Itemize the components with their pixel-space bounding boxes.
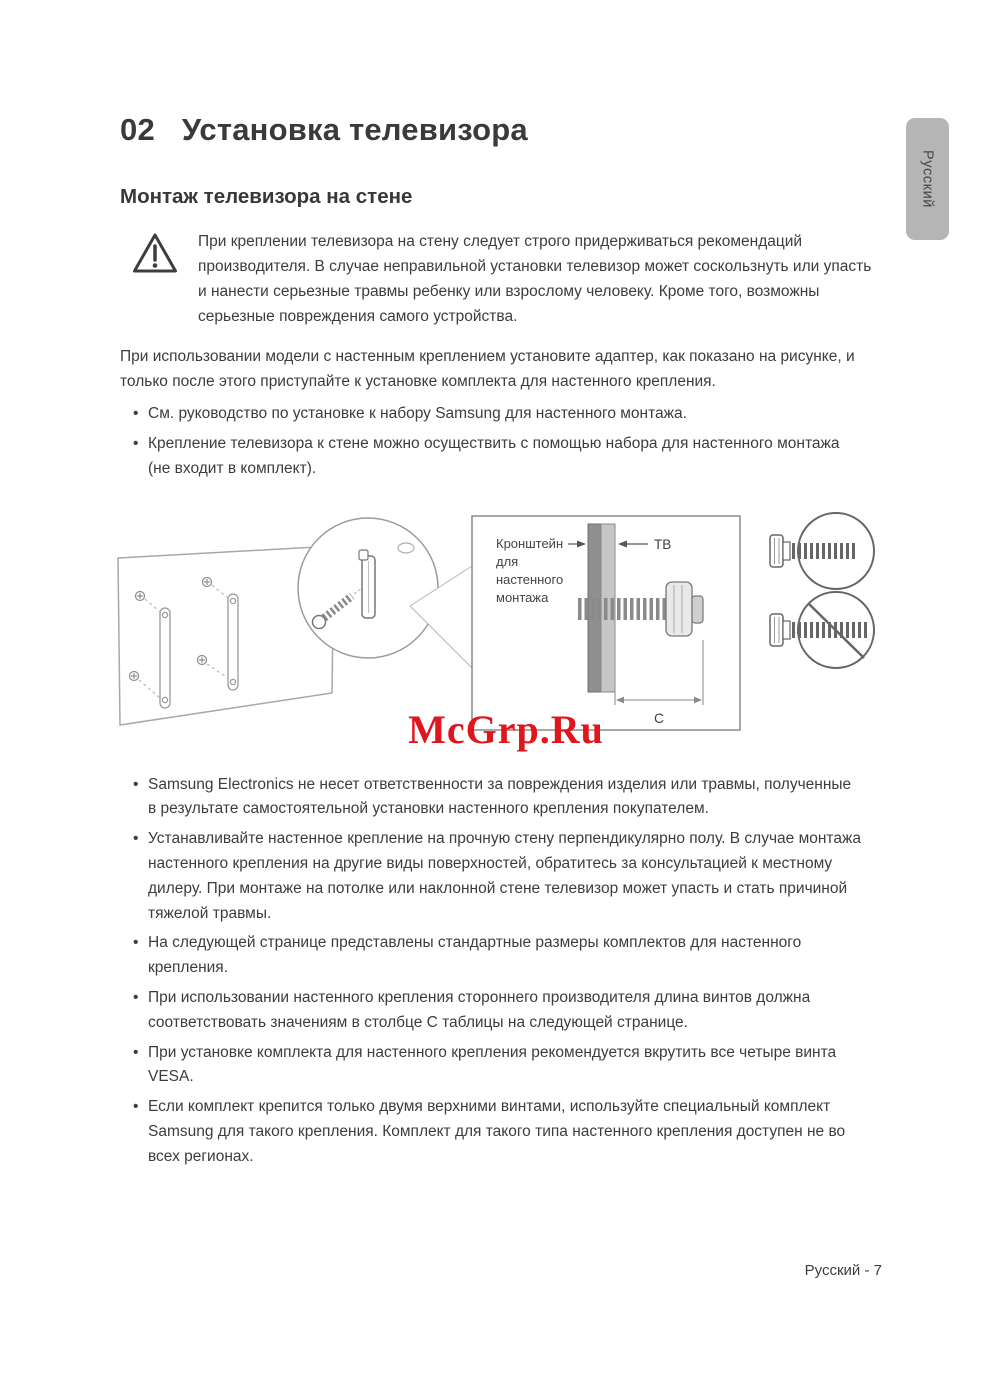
zoom-circle: [298, 518, 438, 658]
screw-length-ok: [770, 513, 874, 589]
list-item: [120, 986, 862, 1036]
chapter-heading: [120, 112, 880, 148]
page-footer: Русский - 7: [804, 1262, 882, 1279]
list-item-text: При использовании настенного крепления стороннего производителя длина винтов должна соответствовать значениям в столбце C таблицы на следующей странице.: [148, 989, 811, 1031]
screw-length-wrong: [770, 592, 874, 668]
list-item-text: Устанавливайте настенное крепление на прочную стену перпендикулярно полу. В случае монтажа настенного крепления на другие виды поверхностей, обратитесь за консультацией к местному дилеру. При монтаже на потолке или наклонной стене телевизор может упасть и стать причиной тяжелой травмы.: [148, 830, 861, 922]
list-item-text: Крепление телевизора к стене можно осуществить с помощью набора для настенного монтажа (не входит в комплект).: [148, 435, 840, 477]
list-item: [120, 402, 862, 427]
list-item-text: На следующей странице представлены стандартные размеры комплектов для настенного крепления.: [148, 934, 802, 977]
list-item-text: Samsung Electronics не несет ответственности за повреждения изделия или травмы, полученные в результате самостоятельной установки настенного крепления покупателем.: [148, 775, 852, 818]
bracket-label-line: монтажа: [496, 589, 549, 605]
language-tab-label: Русский: [919, 149, 936, 208]
section-title: Монтаж телевизора на стене: [120, 184, 413, 208]
list-item: [120, 432, 862, 482]
bracket-label-line: Кронштейн: [496, 535, 564, 551]
list-item-text: См. руководство по установке к набору Samsung для настенного монтажа.: [148, 405, 687, 423]
bracket-label-line: настенного: [496, 571, 564, 587]
bracket-label-line: для: [496, 553, 519, 569]
warning-note: [120, 229, 880, 329]
list-item: [120, 1041, 862, 1091]
list-item: [120, 931, 862, 981]
notes-list-bottom: [120, 773, 880, 1170]
tv-label: ТВ: [654, 536, 672, 552]
list-item: [120, 1095, 862, 1169]
warning-icon: [132, 232, 178, 329]
list-item-text: При установке комплекта для настенного крепления рекомендуется вкрутить все четыре винта VESA.: [148, 1043, 837, 1086]
bracket-detail: [359, 550, 375, 618]
wall-mount-diagram: [110, 508, 890, 763]
watermark: McGrp.Ru: [408, 706, 604, 752]
intro-paragraph: При использовании модели с настенным креплением установите адаптер, как показано на рисунке, и только после этого приступайте к установке комплекта для настенного крепления.: [120, 348, 855, 391]
chapter-title: Установка телевизора: [181, 112, 528, 147]
dimension-label: C: [653, 709, 665, 726]
list-item: [120, 827, 862, 926]
cross-section-box: [472, 516, 740, 730]
list-item: [120, 773, 862, 823]
list-item-text: Если комплект крепится только двумя верхними винтами, используйте специальный комплект Samsung для такого крепления. Комплект для такого типа настенного крепления доступен не во всех регионах.: [148, 1098, 846, 1165]
chapter-number: 02: [120, 112, 155, 147]
notes-list-top: [120, 402, 880, 481]
language-tab: [906, 118, 949, 240]
warning-text: При креплении телевизора на стену следует строго придерживаться рекомендаций производителя. В случае неправильной установки телевизор может соскользнуть или упасть и нанести серьезные травмы ребенку или взрослому человеку. Кроме того, возможны серьезные повреждения самого устройства.: [198, 232, 872, 325]
